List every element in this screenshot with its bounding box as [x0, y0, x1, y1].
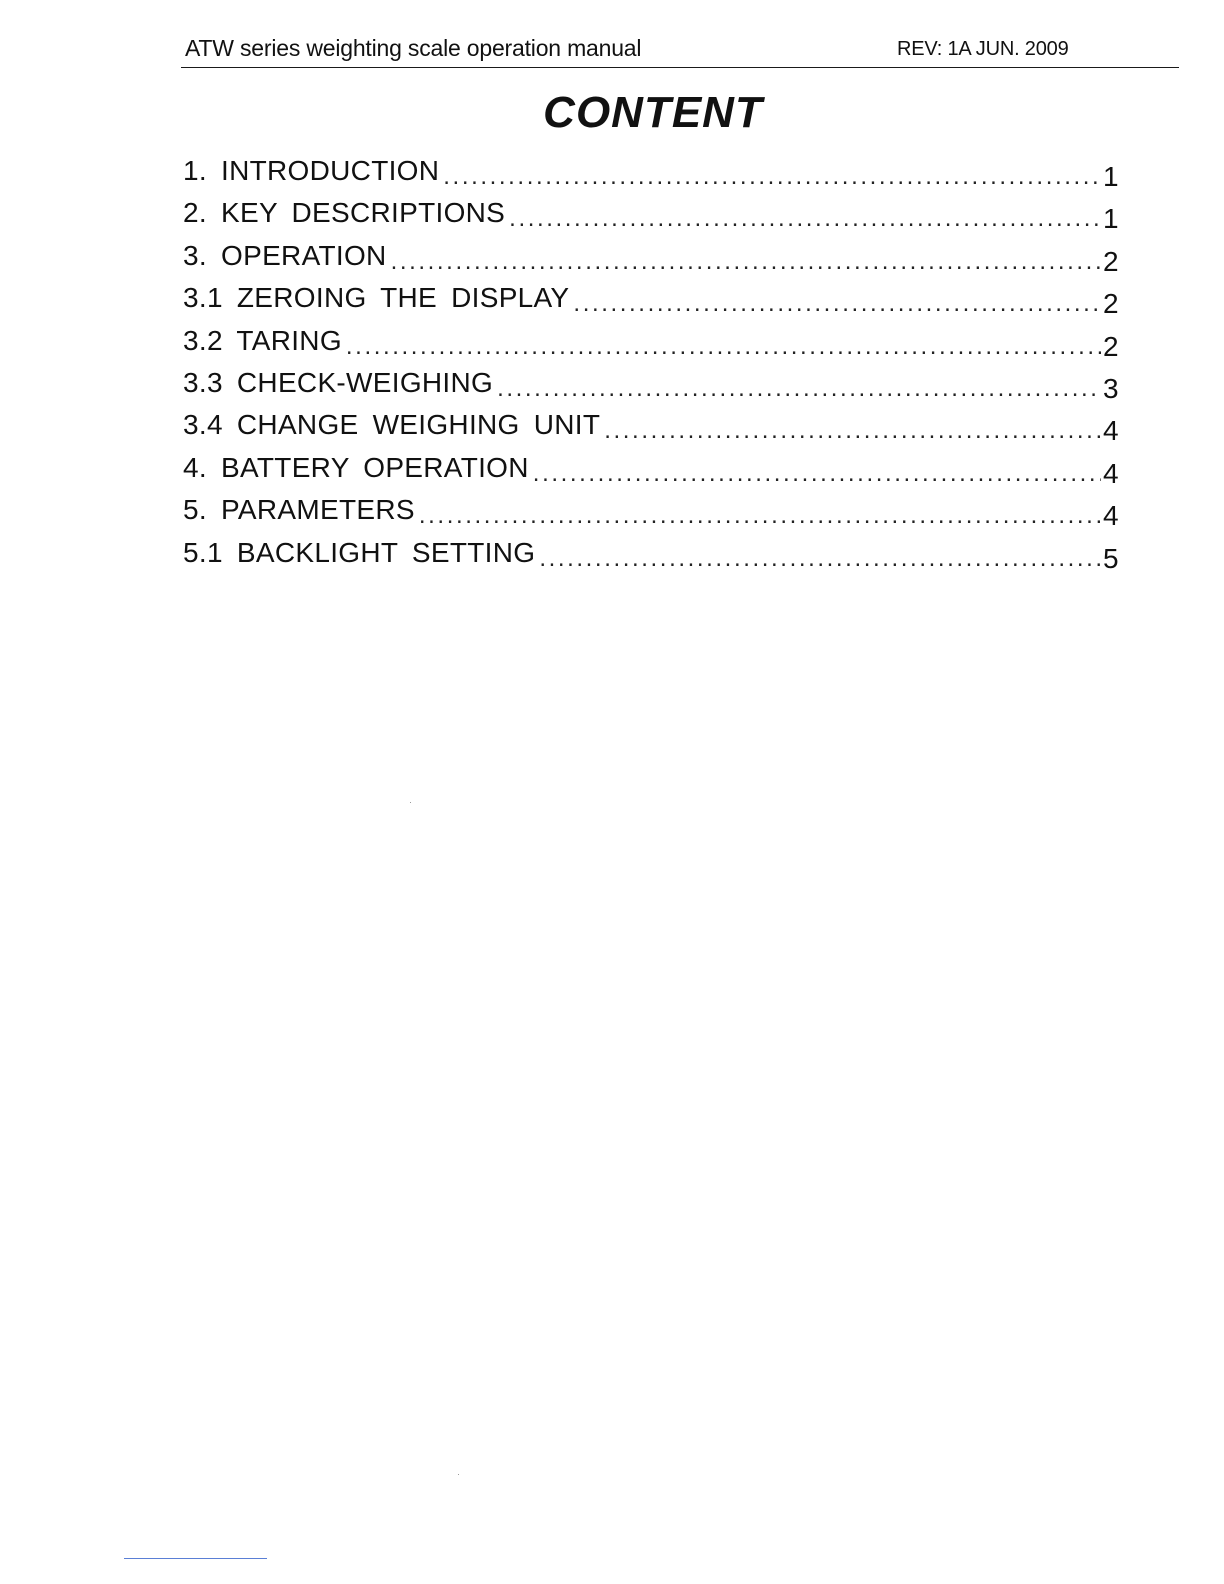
toc-page-number: 3 — [1103, 372, 1119, 404]
dot-leader — [391, 248, 1101, 276]
toc-entry-label: 3.3 CHECK-WEIGHING — [183, 366, 494, 398]
scan-speck — [458, 1474, 459, 1475]
toc-entry-label: 3.2 TARING — [183, 324, 342, 356]
dot-leader — [509, 205, 1101, 233]
toc-entry-label: 1. INTRODUCTION — [183, 155, 440, 186]
toc-page-number: 2 — [1103, 330, 1119, 362]
toc-entry-taring — [183, 325, 1117, 367]
dot-leader — [419, 502, 1101, 530]
toc-entry-backlight-setting — [183, 537, 1117, 579]
toc-entry-label: 5. PARAMETERS — [183, 494, 415, 526]
toc-entry-change-weighing-unit — [183, 409, 1117, 451]
toc-page-number: 2 — [1103, 288, 1119, 320]
dot-leader — [539, 545, 1101, 573]
dot-leader — [573, 290, 1101, 318]
toc-page-number: 2 — [1103, 245, 1119, 277]
toc-entry-introduction — [183, 155, 1117, 197]
dot-leader — [443, 163, 1101, 191]
scan-speck — [410, 802, 411, 803]
toc-page-number: 4 — [1103, 457, 1119, 489]
toc-entry-check-weighing — [183, 367, 1117, 409]
toc-entry-parameters — [183, 494, 1117, 536]
toc-entry-label: 3. OPERATION — [183, 239, 387, 271]
dot-leader — [533, 460, 1101, 488]
footer-rule — [124, 1558, 267, 1559]
toc-entry-battery-operation — [183, 452, 1117, 494]
dot-leader — [346, 333, 1101, 361]
toc-entry-label: 5.1 BACKLIGHT SETTING — [183, 536, 536, 568]
toc-page-number: 5 — [1103, 542, 1119, 574]
toc-entry-label: 2. KEY DESCRIPTIONS — [183, 197, 506, 229]
revision-label: REV: 1A JUN. 2009 — [897, 38, 1069, 60]
toc-entry-operation — [183, 240, 1117, 282]
toc-entry-label: 3.4 CHANGE WEIGHING UNIT — [183, 409, 601, 441]
page-title: CONTENT — [543, 88, 763, 137]
dot-leader — [497, 375, 1101, 403]
page-header — [181, 34, 1179, 68]
toc-page-number: 4 — [1103, 500, 1119, 532]
toc-entry-label: 3.1 ZEROING THE DISPLAY — [183, 282, 570, 314]
toc-page-number: 4 — [1103, 415, 1119, 447]
manual-title: ATW series weighting scale operation manual — [185, 35, 642, 61]
toc-page-number: 1 — [1103, 203, 1119, 235]
toc-entry-label: 4. BATTERY OPERATION — [183, 451, 529, 483]
table-of-contents — [183, 155, 1117, 579]
toc-page-number: 1 — [1103, 161, 1119, 192]
dot-leader — [604, 417, 1101, 445]
toc-entry-zeroing-the-display — [183, 282, 1117, 324]
toc-entry-key-descriptions — [183, 197, 1117, 239]
